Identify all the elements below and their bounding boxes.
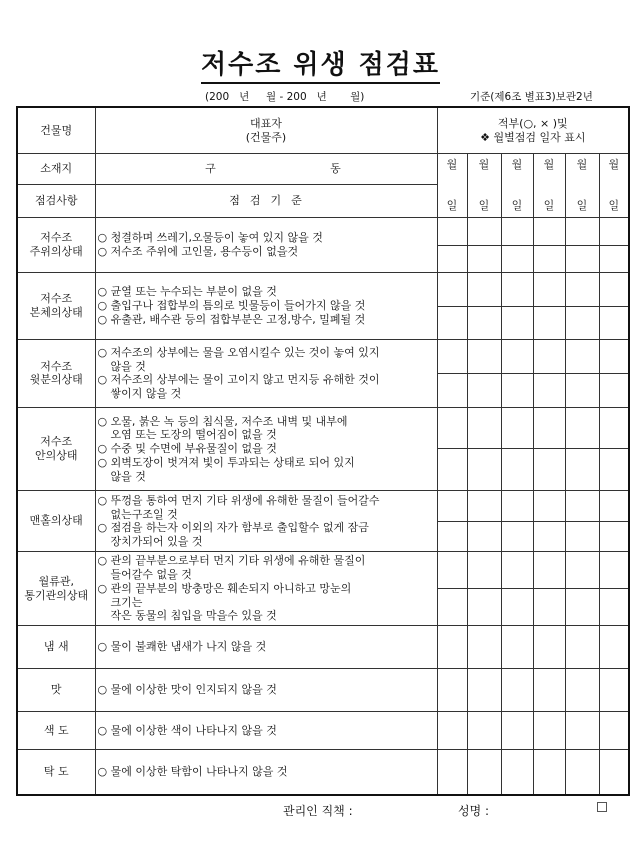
section-row: [17, 272, 629, 306]
check-cell[interactable]: [533, 521, 565, 552]
criteria-line: 크기는: [110, 595, 143, 609]
check-cell[interactable]: [533, 750, 565, 795]
signature-checkbox[interactable]: [597, 802, 607, 812]
criteria-cell: [95, 340, 437, 407]
location-label: 소재지: [17, 154, 95, 185]
check-cell[interactable]: [599, 306, 629, 340]
check-cell[interactable]: [599, 589, 629, 626]
criteria-line: ○ 물에 이상한 색이 나타나지 않을 것: [97, 723, 277, 737]
criteria-line: ○ 관의 끝부분으로부터 먼지 기타 위생에 유해한 물질이: [97, 554, 366, 568]
check-cell[interactable]: [501, 668, 533, 711]
check-cell[interactable]: [533, 340, 565, 374]
check-cell[interactable]: [599, 340, 629, 374]
check-cell[interactable]: [565, 340, 599, 374]
date-slot-5[interactable]: 월 일: [565, 154, 599, 217]
category-label: 색 도: [43, 723, 69, 737]
section-row: [17, 750, 629, 795]
check-cell[interactable]: [565, 217, 599, 246]
check-cell[interactable]: [437, 625, 467, 668]
check-cell[interactable]: [501, 306, 533, 340]
check-cell[interactable]: [467, 750, 501, 795]
criteria-cell: [95, 711, 437, 750]
check-cell[interactable]: [437, 340, 467, 374]
check-cell[interactable]: [467, 217, 501, 246]
section-row: [17, 668, 629, 711]
criteria-line: ○ 물에 이상한 맛이 인지되지 않을 것: [97, 682, 277, 696]
check-cell[interactable]: [437, 272, 467, 306]
check-cell[interactable]: [501, 625, 533, 668]
category-label: 맛: [50, 682, 62, 696]
criteria-cell: [95, 491, 437, 552]
criteria-line: ○ 출입구나 접합부의 틈의로 빗물등이 들어가지 않을 것: [97, 299, 366, 313]
check-cell[interactable]: [467, 373, 501, 407]
owner-cell[interactable]: [95, 107, 437, 154]
criteria-line: 들어갈수 없을 것: [110, 568, 192, 582]
section-row: [17, 340, 629, 374]
check-cell[interactable]: [599, 373, 629, 407]
check-cell[interactable]: [533, 373, 565, 407]
section-row: [17, 407, 629, 449]
check-cell[interactable]: [565, 521, 599, 552]
criteria-line: ○ 청결하며 쓰레기,오물등이 놓여 있지 않을 것: [97, 231, 323, 245]
category-label: 저수조: [40, 359, 73, 373]
criteria-line: 오염 또는 도장의 떨어짐이 없을 것: [110, 428, 277, 442]
date-slot-1[interactable]: 월 일: [437, 154, 467, 217]
check-cell[interactable]: [533, 272, 565, 306]
check-cell[interactable]: [467, 625, 501, 668]
criteria-line: ○ 균열 또는 누수되는 부분이 없을 것: [97, 285, 277, 299]
category-cell: [17, 750, 95, 795]
check-cell[interactable]: [467, 668, 501, 711]
criteria-line: ○ 저수조 주위에 고인물, 용수등이 없을것: [97, 244, 299, 258]
check-cell[interactable]: [437, 711, 467, 750]
check-cell[interactable]: [565, 625, 599, 668]
check-cell[interactable]: [501, 521, 533, 552]
category-label: 저수조: [40, 231, 73, 245]
check-cell[interactable]: [501, 246, 533, 273]
section-row: [17, 217, 629, 246]
category-cell: [17, 407, 95, 491]
check-cell[interactable]: [533, 711, 565, 750]
check-cell[interactable]: [467, 552, 501, 589]
criteria-line: 없는구조일 것: [110, 507, 178, 521]
owner-label: 대표자: [250, 116, 282, 130]
category-label: 저수조: [40, 435, 73, 449]
period-range: (200 년 월 - 200 년 월): [205, 91, 365, 103]
criteria-cell: [95, 625, 437, 668]
category-label: 탁 도: [43, 765, 69, 779]
criteria-line: ○ 저수조의 상부에는 물을 오염시킬수 있는 것이 놓여 있지: [97, 345, 380, 359]
check-cell[interactable]: [437, 552, 467, 589]
check-cell[interactable]: [599, 491, 629, 522]
check-cell[interactable]: [501, 449, 533, 491]
check-cell[interactable]: [437, 668, 467, 711]
manager-name-label: 성명 :: [458, 804, 490, 818]
check-cell[interactable]: [565, 589, 599, 626]
criteria-line: ○ 물이 불쾌한 냄새가 나지 않을 것: [97, 639, 267, 653]
check-cell[interactable]: [533, 306, 565, 340]
criteria-cell: [95, 750, 437, 795]
check-cell[interactable]: [467, 491, 501, 522]
check-cell[interactable]: [467, 407, 501, 449]
check-cell[interactable]: [501, 272, 533, 306]
check-cell[interactable]: [437, 589, 467, 626]
category-label: 통기관의상태: [24, 588, 89, 602]
check-cell[interactable]: [467, 246, 501, 273]
check-cell[interactable]: [501, 750, 533, 795]
criteria-line: ○ 점검을 하는자 이외의 자가 함부로 출입할수 없게 잠금: [97, 521, 369, 535]
category-label: 월류관,: [38, 574, 74, 588]
location-field[interactable]: 구 동: [95, 154, 437, 185]
owner-sub-label: (건물주): [245, 130, 287, 144]
section-row: [17, 711, 629, 750]
item-label: 점검사항: [17, 185, 95, 218]
check-cell[interactable]: [467, 449, 501, 491]
category-cell: [17, 340, 95, 407]
check-cell[interactable]: [501, 373, 533, 407]
criteria-line: ○ 외벽도장이 벗겨져 빛이 투과되는 상태로 되어 있지: [97, 455, 355, 469]
category-cell: [17, 552, 95, 625]
criteria-line: ○ 뚜껑을 통하여 먼지 기타 위생에 유해한 물질이 들어갈수: [97, 493, 380, 507]
section-row: [17, 491, 629, 522]
criteria-line: ○ 오물, 붉은 녹 등의 침식물, 저수조 내벽 및 내부에: [97, 414, 348, 428]
check-cell[interactable]: [533, 552, 565, 589]
form-title: 저수조 위생 점검표: [0, 44, 641, 81]
criteria-cell: [95, 272, 437, 339]
check-cell[interactable]: [565, 491, 599, 522]
criteria-line: ○ 수중 및 수면에 부유물질이 없을 것: [97, 442, 277, 455]
check-cell[interactable]: [467, 711, 501, 750]
category-label: 안의상태: [34, 448, 78, 462]
criteria-line: 작은 동물의 침입을 막을수 있을 것: [110, 609, 277, 623]
criteria-line: ○ 물에 이상한 탁함이 나타나지 않을 것: [97, 765, 288, 779]
category-label: 윗분의상태: [29, 373, 83, 387]
criteria-line: 장치가되어 있을 것: [110, 535, 203, 549]
check-cell[interactable]: [565, 373, 599, 407]
check-cell[interactable]: [437, 246, 467, 273]
category-label: 저수조: [40, 292, 73, 306]
date-slot-2[interactable]: 월 일: [467, 154, 501, 217]
check-cell[interactable]: [533, 589, 565, 626]
check-cell[interactable]: [599, 625, 629, 668]
date-slot-4[interactable]: 월 일: [533, 154, 565, 217]
check-cell[interactable]: [599, 217, 629, 246]
check-cell[interactable]: [437, 373, 467, 407]
check-cell[interactable]: [467, 589, 501, 626]
check-cell[interactable]: [533, 246, 565, 273]
check-cell[interactable]: [599, 750, 629, 795]
check-cell[interactable]: [565, 711, 599, 750]
check-cell[interactable]: [501, 217, 533, 246]
check-cell[interactable]: [565, 246, 599, 273]
legal-basis: 기준(제6조 별표3)보관2년: [470, 91, 593, 103]
check-cell[interactable]: [565, 668, 599, 711]
category-cell: [17, 668, 95, 711]
criteria-cell: [95, 552, 437, 625]
criteria-label: 점 검 기 준: [95, 185, 437, 218]
date-slot-6[interactable]: 월 일: [599, 154, 629, 217]
category-cell: [17, 217, 95, 272]
check-cell[interactable]: [467, 340, 501, 374]
check-cell[interactable]: [599, 668, 629, 711]
category-label: 냄 새: [43, 639, 69, 653]
category-cell: [17, 711, 95, 750]
result-header: 적부(○, × )및 ❖ 월별점검 일자 표시: [437, 107, 629, 154]
check-cell[interactable]: [599, 552, 629, 589]
criteria-cell: [95, 668, 437, 711]
check-cell[interactable]: [437, 217, 467, 246]
section-row: [17, 625, 629, 668]
check-cell[interactable]: [565, 750, 599, 795]
check-cell[interactable]: [533, 668, 565, 711]
check-cell[interactable]: [533, 407, 565, 449]
section-row: [17, 552, 629, 589]
check-cell[interactable]: [599, 711, 629, 750]
criteria-cell: [95, 217, 437, 272]
manager-title-label: 관리인 직책 :: [283, 804, 353, 818]
category-cell: [17, 491, 95, 552]
criteria-line: 쌓이지 않을 것: [110, 387, 182, 401]
check-cell[interactable]: [437, 521, 467, 552]
check-cell[interactable]: [599, 521, 629, 552]
check-cell[interactable]: [437, 407, 467, 449]
check-cell[interactable]: [501, 340, 533, 374]
criteria-cell: [95, 407, 437, 491]
check-cell[interactable]: [501, 589, 533, 626]
check-cell[interactable]: [501, 552, 533, 589]
criteria-line: ○ 저수조의 상부에는 물이 고이지 않고 먼지등 유해한 것이: [97, 373, 380, 387]
check-cell[interactable]: [533, 625, 565, 668]
check-cell[interactable]: [599, 246, 629, 273]
check-cell[interactable]: [467, 521, 501, 552]
criteria-line: 않을 것: [110, 359, 146, 373]
check-cell[interactable]: [501, 407, 533, 449]
check-cell[interactable]: [533, 217, 565, 246]
category-cell: [17, 272, 95, 339]
date-slot-3[interactable]: 월 일: [501, 154, 533, 217]
check-cell[interactable]: [467, 272, 501, 306]
check-cell[interactable]: [437, 750, 467, 795]
check-cell[interactable]: [437, 449, 467, 491]
inspection-table: [16, 106, 630, 796]
criteria-line: ○ 관의 끝부분의 방충망은 훼손되지 아니하고 망눈의: [97, 581, 352, 595]
check-cell[interactable]: [467, 306, 501, 340]
check-cell[interactable]: [599, 272, 629, 306]
criteria-line: ○ 유출관, 배수관 등의 접합부분은 고정,방수, 밀폐될 것: [97, 312, 366, 326]
category-label: 주위의상태: [29, 244, 83, 258]
check-cell[interactable]: [565, 272, 599, 306]
category-label: 본체의상태: [29, 306, 83, 320]
check-cell[interactable]: [533, 449, 565, 491]
check-cell[interactable]: [437, 491, 467, 522]
criteria-line: 않을 것: [110, 469, 146, 483]
check-cell[interactable]: [565, 306, 599, 340]
check-cell[interactable]: [599, 407, 629, 449]
check-cell[interactable]: [437, 306, 467, 340]
building-name-label: 건물명: [17, 107, 95, 154]
check-cell[interactable]: [501, 711, 533, 750]
check-cell[interactable]: [533, 491, 565, 522]
check-cell[interactable]: [565, 552, 599, 589]
check-cell[interactable]: [565, 407, 599, 449]
category-cell: [17, 625, 95, 668]
check-cell[interactable]: [565, 449, 599, 491]
check-cell[interactable]: [599, 449, 629, 491]
category-label: 맨홀의상태: [29, 514, 83, 528]
check-cell[interactable]: [501, 491, 533, 522]
